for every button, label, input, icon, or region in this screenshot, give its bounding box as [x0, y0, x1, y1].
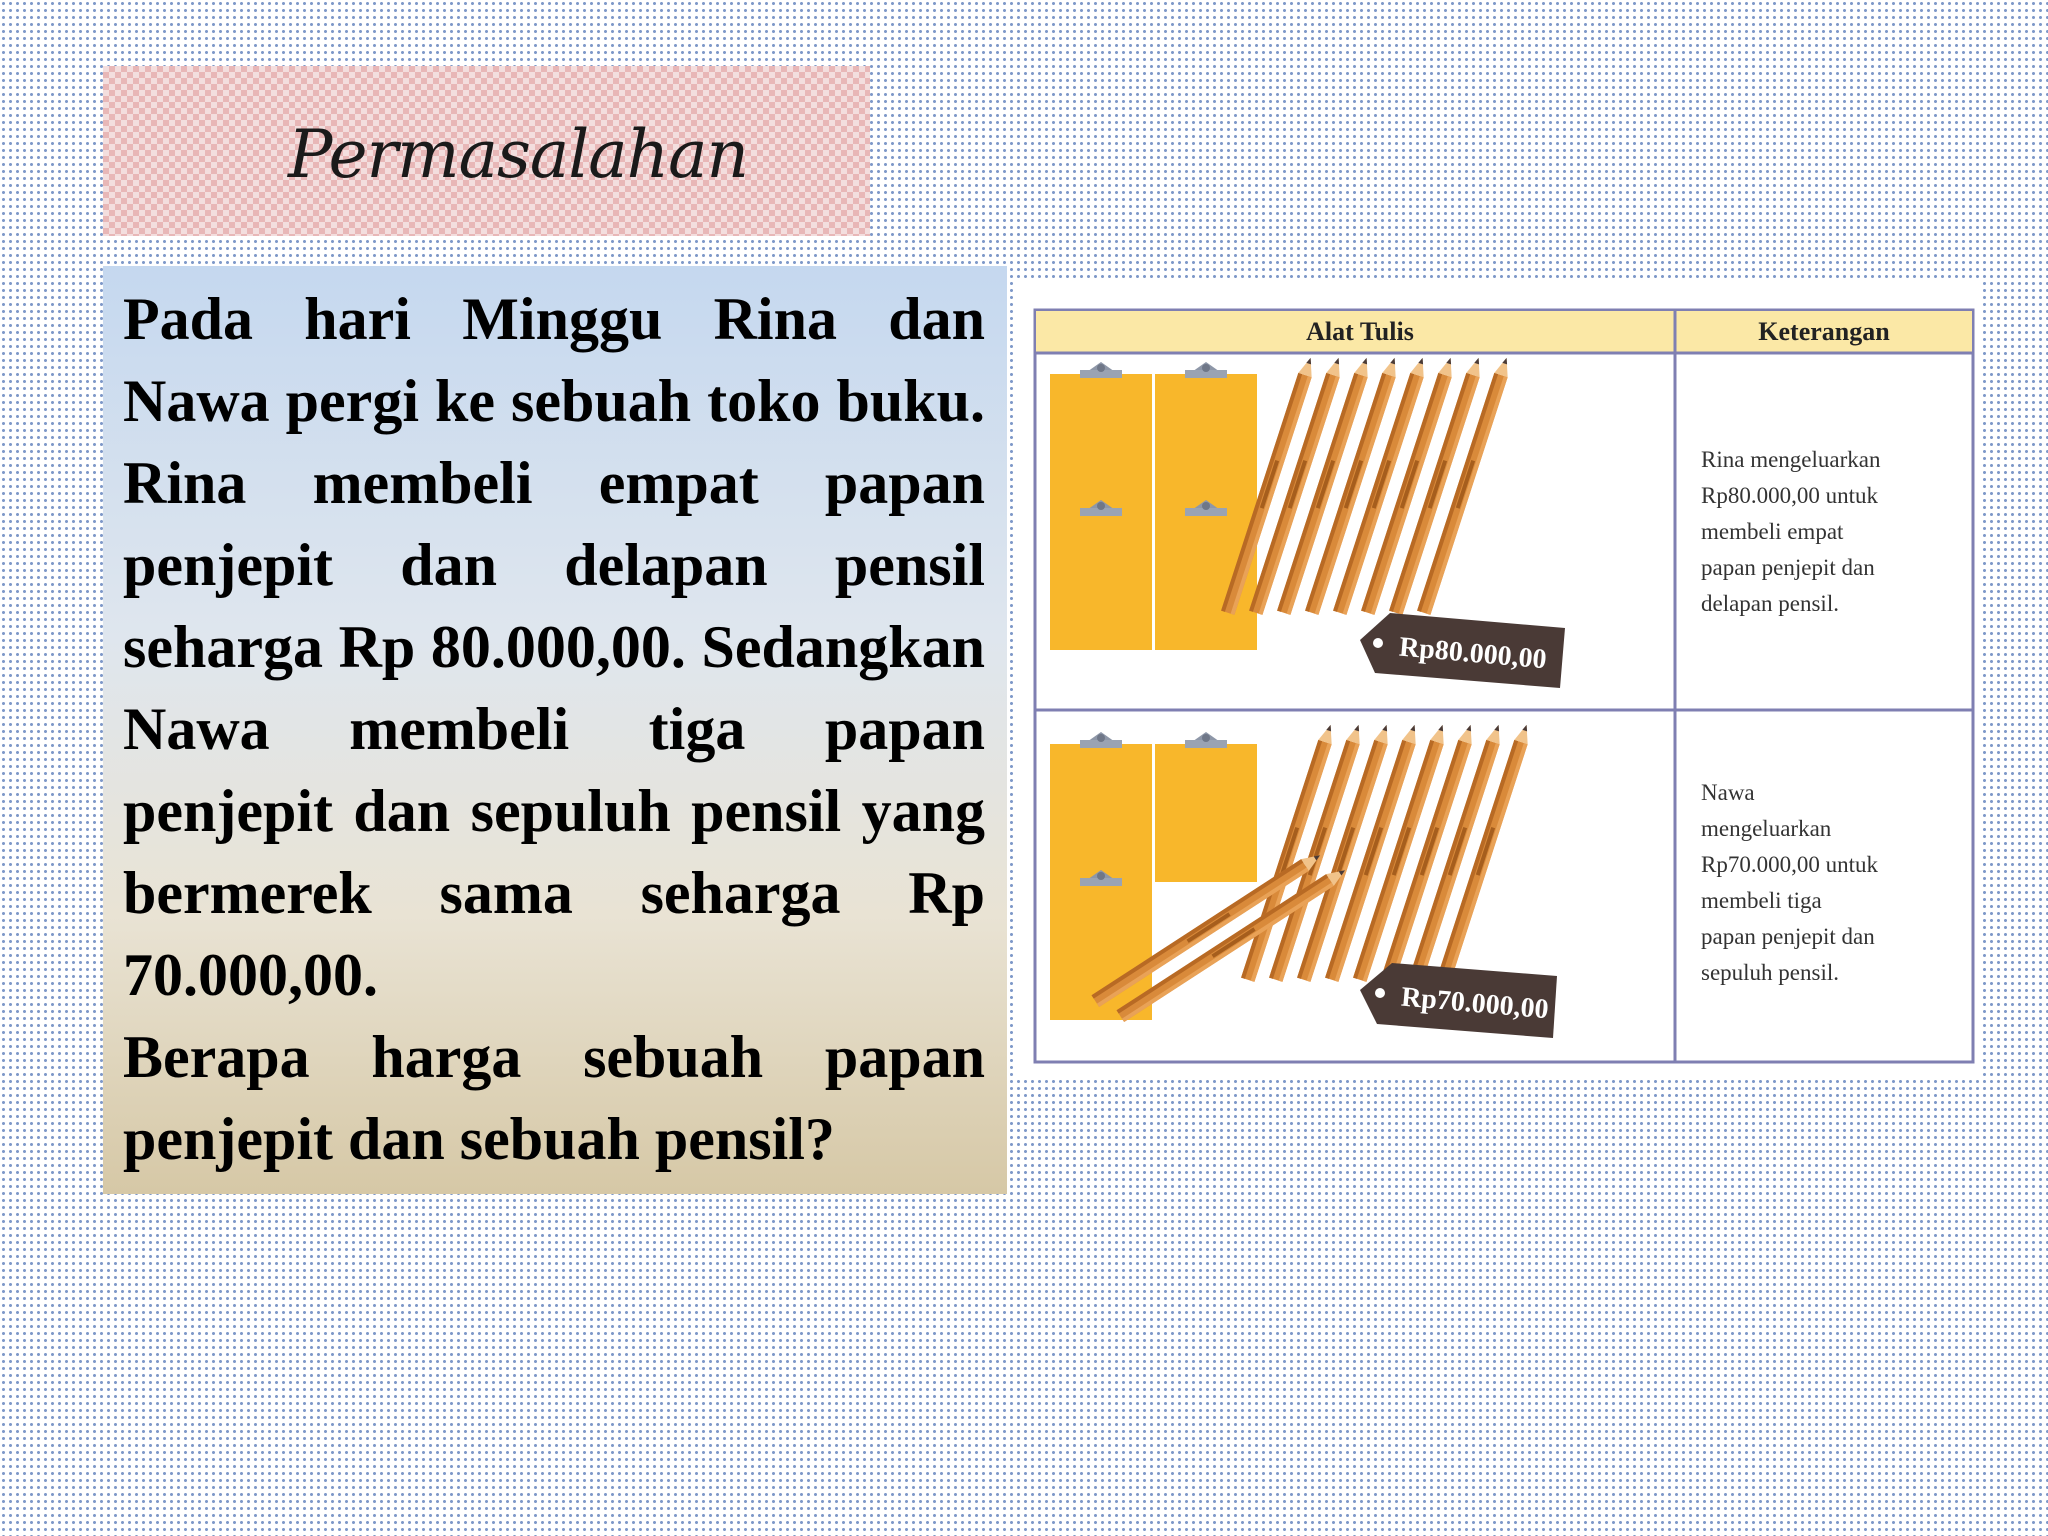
- row-2-desc-line: papan penjepit dan: [1701, 924, 1875, 949]
- clipboard-icon: [1155, 732, 1257, 882]
- clipboard-icon: [1155, 362, 1257, 512]
- problem-paragraph: [123, 278, 985, 1180]
- problem-statement: Pada hari Minggu Rina dan Nawa pergi ke sebuah toko buku. Rina membeli empat papan penjepit dan delapan pensil seharga Rp 80.000,00. Sedangkan Nawa membeli tiga papan penjepit dan sepuluh pensil yang bermerek sama seharga Rp 70.000,00.: [123, 286, 985, 1008]
- shopping-table-figure: [1015, 280, 1981, 1076]
- slide-title: Permasalahan: [288, 116, 749, 193]
- title-banner: [103, 66, 870, 236]
- header-alat-tulis: Alat Tulis: [1306, 317, 1414, 346]
- row-2-price-label: Rp70.000,00: [1399, 981, 1550, 1026]
- row-1-price-label: Rp80.000,00: [1397, 631, 1548, 676]
- row-2-desc-line: Rp70.000,00 untuk: [1701, 852, 1878, 877]
- problem-question: Berapa harga sebuah papan penjepit dan sebuah pensil?: [123, 1024, 985, 1172]
- row-2-desc-line: Nawa: [1701, 780, 1755, 805]
- row-2-desc-line: membeli tiga: [1701, 888, 1822, 913]
- clipboard-icon: [1050, 362, 1152, 512]
- row-1-desc-line: Rp80.000,00 untuk: [1701, 483, 1878, 508]
- row-1-desc-line: delapan pensil.: [1701, 591, 1839, 616]
- row-1-desc-line: Rina mengeluarkan: [1701, 447, 1881, 472]
- row-1-desc-line: papan penjepit dan: [1701, 555, 1875, 580]
- header-keterangan: Keterangan: [1758, 317, 1890, 346]
- shopping-table: [1015, 280, 1981, 1076]
- row-2-desc-line: sepuluh pensil.: [1701, 960, 1839, 985]
- clipboard-icon: [1050, 500, 1152, 650]
- row-1-desc-line: membeli empat: [1701, 519, 1844, 544]
- clipboard-icon: [1050, 732, 1152, 882]
- row-2-desc-line: mengeluarkan: [1701, 816, 1832, 841]
